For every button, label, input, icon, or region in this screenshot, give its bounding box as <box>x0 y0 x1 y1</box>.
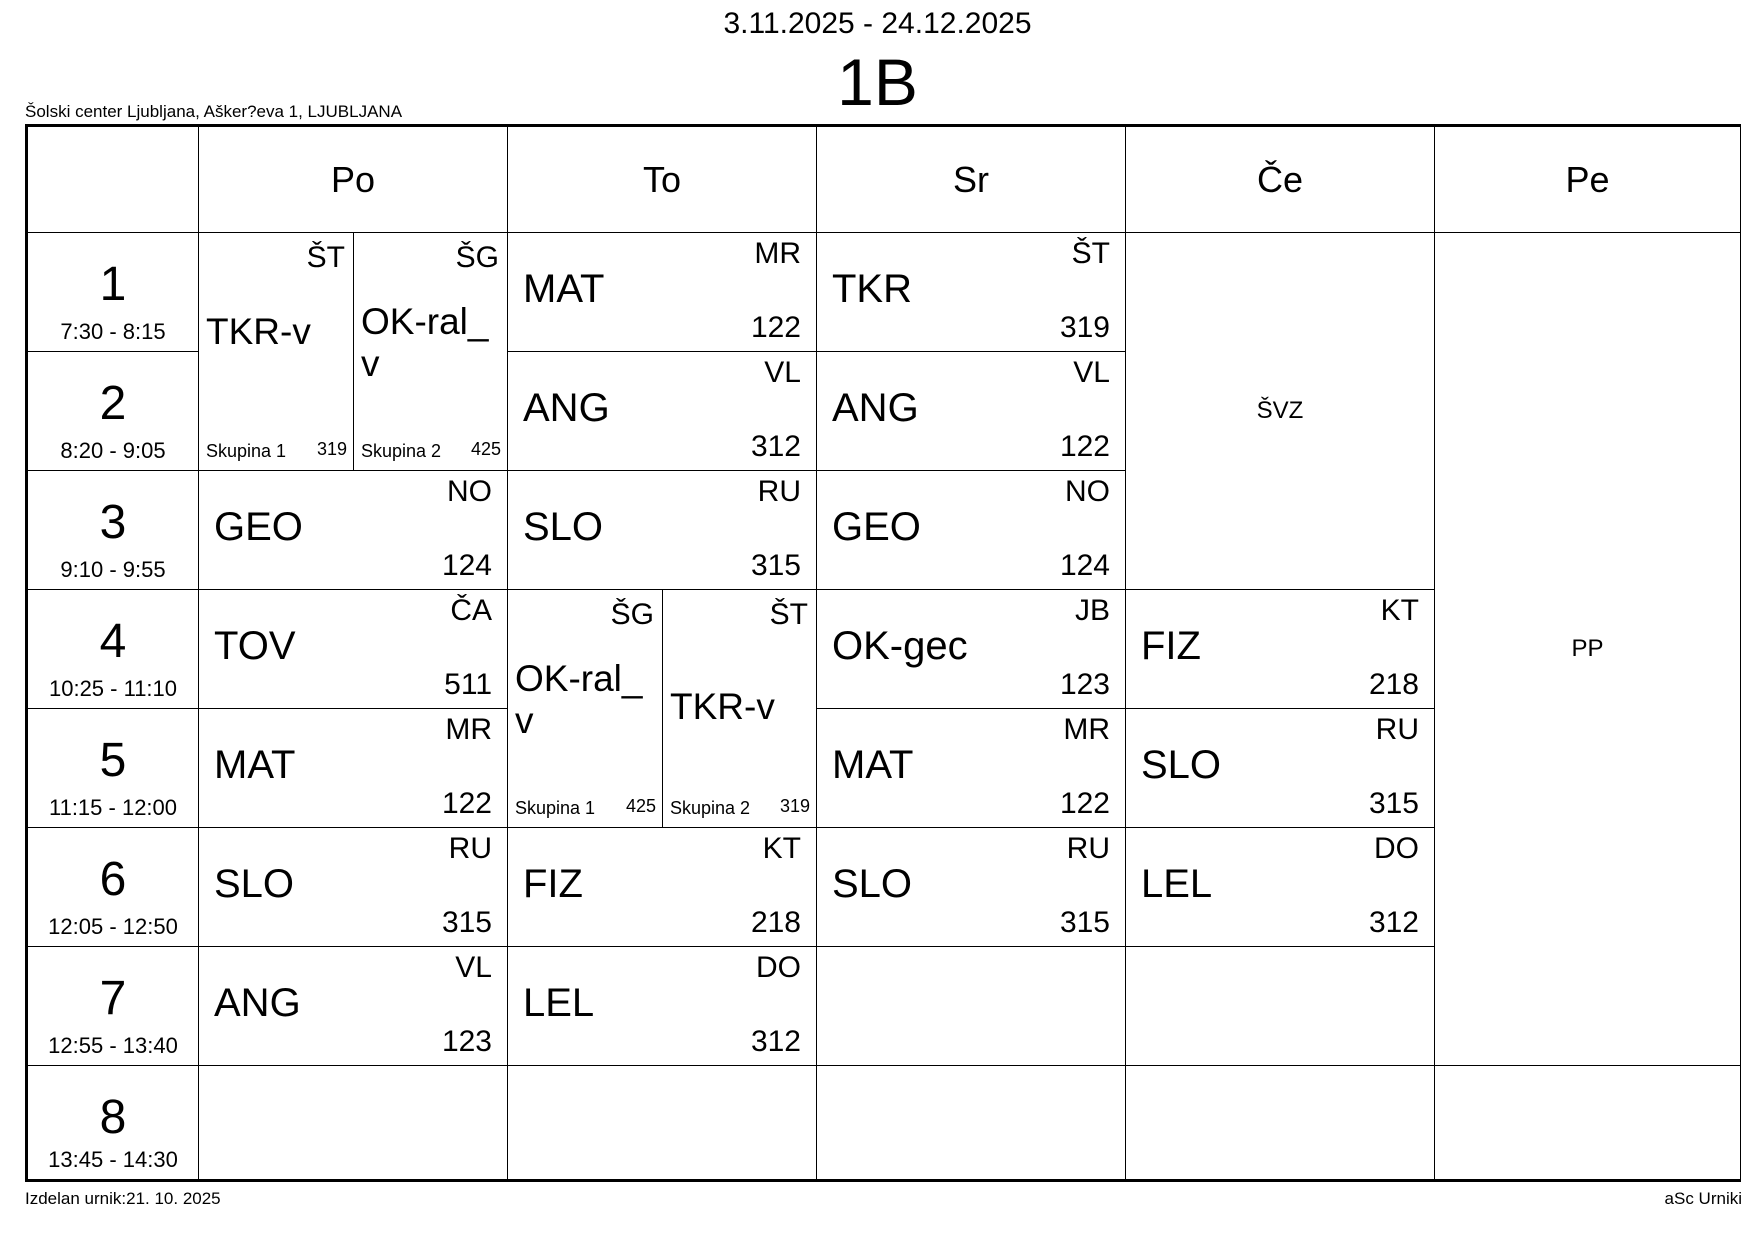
day-label: To <box>642 158 682 200</box>
subject-name: GEO <box>832 505 921 549</box>
period-number: 5 <box>99 734 127 787</box>
created-date: Izdelan urnik:21. 10. 2025 <box>25 1189 221 1208</box>
day-label: Če <box>1256 158 1304 200</box>
teacher-code: VL <box>1073 356 1110 389</box>
period-cell <box>27 708 199 828</box>
teacher-code: KT <box>1380 594 1419 627</box>
day-header-ce <box>1125 126 1435 233</box>
period-number: 1 <box>99 258 127 311</box>
subject-name: MAT <box>214 743 296 787</box>
period-time: 7:30 - 8:15 <box>60 319 166 344</box>
period-number: 8 <box>99 1091 127 1144</box>
teacher-code: JB <box>1074 594 1110 627</box>
room-number: 319 <box>316 439 347 459</box>
period-time: 9:10 - 9:55 <box>60 557 166 582</box>
teacher-code: ŠT <box>1071 237 1110 270</box>
lesson-sr-6[interactable] <box>816 827 1126 947</box>
lesson-group-to-1[interactable] <box>507 589 663 828</box>
period-time: 13:45 - 14:30 <box>48 1147 178 1172</box>
teacher-code: MR <box>1063 713 1110 746</box>
day-label: Po <box>330 158 376 200</box>
subject-name: LEL <box>523 981 595 1025</box>
empty-slot <box>507 1065 817 1180</box>
subject-name: SLO <box>214 862 295 906</box>
period-cell <box>27 232 199 352</box>
timetable-grid <box>25 124 1741 1182</box>
teacher-code: RU <box>1375 713 1419 746</box>
day-header-sr <box>816 126 1126 233</box>
teacher-code: ČA <box>450 594 492 627</box>
room-number: 315 <box>1059 906 1110 939</box>
lesson-ce-4[interactable] <box>1125 589 1435 709</box>
lesson-group-to-2[interactable] <box>662 589 817 828</box>
period-number: 6 <box>99 853 127 906</box>
room-number: 122 <box>441 787 492 820</box>
room-number: 123 <box>441 1025 492 1058</box>
subject-name: MAT <box>523 267 605 311</box>
empty-slot <box>816 946 1126 1066</box>
room-number: 312 <box>750 430 801 463</box>
subject-name: SLO <box>523 505 604 549</box>
period-number: 7 <box>99 972 127 1025</box>
corner-cell <box>27 126 199 233</box>
lesson-group-po-1[interactable] <box>198 232 354 471</box>
subject-name: PP <box>1571 635 1604 662</box>
teacher-code: MR <box>754 237 801 270</box>
room-number: 319 <box>1059 311 1110 344</box>
room-number: 312 <box>1368 906 1419 939</box>
room-number: 122 <box>1059 430 1110 463</box>
lesson-ce-6[interactable] <box>1125 827 1435 947</box>
day-header-pe <box>1434 126 1741 233</box>
period-cell <box>27 1065 199 1180</box>
room-number: 315 <box>441 906 492 939</box>
room-number: 315 <box>750 549 801 582</box>
lesson-to-7[interactable] <box>507 946 817 1066</box>
period-cell <box>27 351 199 471</box>
period-cell <box>27 589 199 709</box>
group-label: Skupina 2 <box>361 441 442 461</box>
empty-slot <box>1434 1065 1741 1180</box>
day-header-to <box>507 126 817 233</box>
empty-slot <box>1125 946 1435 1066</box>
lesson-po-6[interactable] <box>198 827 508 947</box>
period-cell <box>27 470 199 590</box>
day-label: Pe <box>1565 158 1610 200</box>
group-label: Skupina 2 <box>670 798 751 818</box>
subject-name: ŠVZ <box>1256 397 1304 424</box>
room-number: 315 <box>1368 787 1419 820</box>
subject-name: TKR <box>832 267 912 311</box>
subject-name: OK-ral_v <box>361 301 489 384</box>
period-cell <box>27 946 199 1066</box>
subject-name: MAT <box>832 743 914 787</box>
period-time: 12:05 - 12:50 <box>48 914 178 939</box>
teacher-code: VL <box>455 951 492 984</box>
teacher-code: MR <box>445 713 492 746</box>
subject-name: SLO <box>1141 743 1222 787</box>
teacher-code: ŠG <box>455 241 499 274</box>
subject-name: GEO <box>214 505 303 549</box>
teacher-code: ŠT <box>306 241 345 274</box>
lesson-ce-5[interactable] <box>1125 708 1435 828</box>
room-number: 319 <box>779 796 810 816</box>
subject-name: ANG <box>832 386 919 430</box>
subject-name: OK-ral_v <box>515 658 643 741</box>
date-range: 3.11.2025 - 24.12.2025 <box>723 7 1032 40</box>
lesson-po-3[interactable] <box>198 470 508 590</box>
lesson-group-po-2[interactable] <box>353 232 508 471</box>
period-cell <box>27 827 199 947</box>
group-label: Skupina 1 <box>515 798 596 818</box>
period-time: 12:55 - 13:40 <box>48 1033 178 1058</box>
lesson-sr-4[interactable] <box>816 589 1126 709</box>
group-label: Skupina 1 <box>206 441 287 461</box>
lesson-to-1[interactable] <box>507 232 817 352</box>
period-number: 3 <box>99 496 127 549</box>
room-number: 123 <box>1059 668 1110 701</box>
lesson-po-4[interactable] <box>198 589 508 709</box>
teacher-code: ŠT <box>769 598 808 631</box>
subject-name: FIZ <box>523 862 583 906</box>
room-number: 511 <box>444 668 492 701</box>
lesson-ce-block[interactable] <box>1125 232 1435 590</box>
empty-slot <box>198 1065 508 1180</box>
subject-name: SLO <box>832 862 913 906</box>
teacher-code: RU <box>448 832 492 865</box>
teacher-code: DO <box>756 951 801 984</box>
room-number: 218 <box>1368 668 1419 701</box>
teacher-code: VL <box>764 356 801 389</box>
room-number: 218 <box>750 906 801 939</box>
subject-name: TKR-v <box>670 686 775 727</box>
room-number: 122 <box>750 311 801 344</box>
lesson-sr-3[interactable] <box>816 470 1126 590</box>
day-header-po <box>198 126 508 233</box>
empty-slot <box>1125 1065 1435 1180</box>
software-credit: aSc Urniki <box>1664 1189 1742 1208</box>
period-time: 8:20 - 9:05 <box>60 438 166 463</box>
subject-name: TKR-v <box>206 311 311 352</box>
period-number: 2 <box>99 377 127 430</box>
room-number: 425 <box>470 439 501 459</box>
teacher-code: DO <box>1374 832 1419 865</box>
lesson-to-3[interactable] <box>507 470 817 590</box>
room-number: 122 <box>1059 787 1110 820</box>
lesson-to-2[interactable] <box>507 351 817 471</box>
class-title: 1B <box>837 45 918 119</box>
lesson-po-5[interactable] <box>198 708 508 828</box>
subject-name: TOV <box>214 624 296 668</box>
school-name: Šolski center Ljubljana, Ašker?eva 1, LJUBLJANA <box>25 102 403 121</box>
period-time: 10:25 - 11:10 <box>48 676 178 701</box>
subject-name: ANG <box>523 386 610 430</box>
lesson-sr-1[interactable] <box>816 232 1126 352</box>
teacher-code: ŠG <box>610 598 654 631</box>
room-number: 425 <box>625 796 656 816</box>
teacher-code: RU <box>757 475 801 508</box>
teacher-code: NO <box>1065 475 1110 508</box>
teacher-code: KT <box>762 832 801 865</box>
teacher-code: RU <box>1066 832 1110 865</box>
period-time: 11:15 - 12:00 <box>48 795 178 820</box>
lesson-pe-block[interactable] <box>1434 232 1741 1066</box>
room-number: 312 <box>750 1025 801 1058</box>
room-number: 124 <box>441 549 492 582</box>
lesson-to-6[interactable] <box>507 827 817 947</box>
empty-slot <box>816 1065 1126 1180</box>
subject-name: ANG <box>214 981 301 1025</box>
lesson-sr-5[interactable] <box>816 708 1126 828</box>
teacher-code: NO <box>447 475 492 508</box>
room-number: 124 <box>1059 549 1110 582</box>
subject-name: OK-gec <box>832 624 968 668</box>
day-label: Sr <box>953 158 989 200</box>
lesson-sr-2[interactable] <box>816 351 1126 471</box>
subject-name: FIZ <box>1141 624 1201 668</box>
period-number: 4 <box>99 615 127 668</box>
subject-name: LEL <box>1141 862 1213 906</box>
lesson-po-7[interactable] <box>198 946 508 1066</box>
